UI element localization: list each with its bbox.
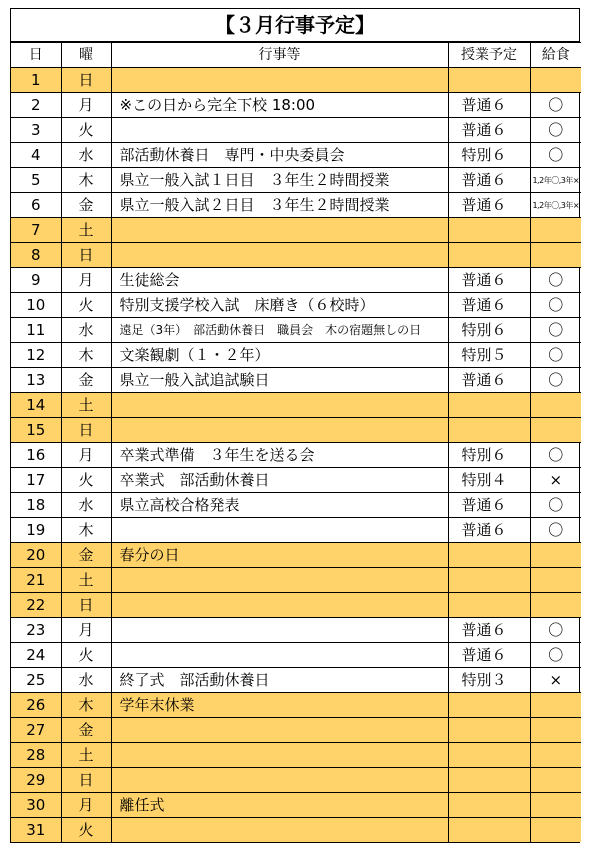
lesson-cell: 普通６ bbox=[448, 268, 530, 293]
day-cell: 31 bbox=[11, 818, 61, 843]
day-cell: 10 bbox=[11, 293, 61, 318]
day-cell: 15 bbox=[11, 418, 61, 443]
events-cell: 終了式 部活動休養日 bbox=[111, 668, 448, 693]
lesson-cell bbox=[448, 543, 530, 568]
events-cell: 特別支援学校入試 床磨き（６校時） bbox=[111, 293, 448, 318]
weekday-cell: 月 bbox=[61, 268, 111, 293]
lesson-cell bbox=[448, 693, 530, 718]
table-row bbox=[11, 543, 581, 568]
lesson-cell: 普通６ bbox=[448, 293, 530, 318]
table-row bbox=[11, 618, 581, 643]
lesson-cell: 普通６ bbox=[448, 168, 530, 193]
lesson-cell: 特別３ bbox=[448, 668, 530, 693]
table-row bbox=[11, 518, 581, 543]
weekday-cell: 日 bbox=[61, 68, 111, 93]
meal-cell bbox=[530, 793, 581, 818]
weekday-cell: 月 bbox=[61, 443, 111, 468]
lesson-cell: 特別６ bbox=[448, 143, 530, 168]
lesson-cell: 特別４ bbox=[448, 468, 530, 493]
events-cell: 学年末休業 bbox=[111, 693, 448, 718]
table-row bbox=[11, 668, 581, 693]
table-row bbox=[11, 118, 581, 143]
weekday-cell: 土 bbox=[61, 393, 111, 418]
meal-cell bbox=[530, 768, 581, 793]
weekday-cell: 木 bbox=[61, 518, 111, 543]
day-cell: 25 bbox=[11, 668, 61, 693]
header-lesson: 授業予定 bbox=[448, 43, 530, 68]
lesson-cell bbox=[448, 393, 530, 418]
day-cell: 24 bbox=[11, 643, 61, 668]
day-cell: 17 bbox=[11, 468, 61, 493]
weekday-cell: 日 bbox=[61, 593, 111, 618]
weekday-cell: 日 bbox=[61, 418, 111, 443]
day-cell: 6 bbox=[11, 193, 61, 218]
day-cell: 16 bbox=[11, 443, 61, 468]
lesson-cell: 普通６ bbox=[448, 118, 530, 143]
weekday-cell: 金 bbox=[61, 718, 111, 743]
weekday-cell: 月 bbox=[61, 93, 111, 118]
events-cell: 卒業式準備 ３年生を送る会 bbox=[111, 443, 448, 468]
weekday-cell: 火 bbox=[61, 643, 111, 668]
table-row bbox=[11, 368, 581, 393]
meal-cell: 〇 bbox=[530, 443, 581, 468]
meal-cell: 〇 bbox=[530, 368, 581, 393]
weekday-cell: 木 bbox=[61, 343, 111, 368]
day-cell: 12 bbox=[11, 343, 61, 368]
table-row bbox=[11, 218, 581, 243]
events-cell: 生徒総会 bbox=[111, 268, 448, 293]
day-cell: 1 bbox=[11, 68, 61, 93]
lesson-cell: 普通６ bbox=[448, 93, 530, 118]
day-cell: 7 bbox=[11, 218, 61, 243]
day-cell: 22 bbox=[11, 593, 61, 618]
day-cell: 9 bbox=[11, 268, 61, 293]
meal-cell bbox=[530, 543, 581, 568]
weekday-cell: 木 bbox=[61, 168, 111, 193]
day-cell: 18 bbox=[11, 493, 61, 518]
lesson-cell: 普通６ bbox=[448, 618, 530, 643]
weekday-cell: 火 bbox=[61, 818, 111, 843]
events-cell bbox=[111, 418, 448, 443]
weekday-cell: 日 bbox=[61, 243, 111, 268]
events-cell: 春分の日 bbox=[111, 543, 448, 568]
table-row bbox=[11, 793, 581, 818]
meal-cell: 〇 bbox=[530, 618, 581, 643]
meal-cell: 1,2年〇,3年× bbox=[530, 168, 581, 193]
table-row bbox=[11, 168, 581, 193]
lesson-cell: 普通６ bbox=[448, 643, 530, 668]
weekday-cell: 金 bbox=[61, 368, 111, 393]
events-cell bbox=[111, 818, 448, 843]
day-cell: 20 bbox=[11, 543, 61, 568]
table-row bbox=[11, 143, 581, 168]
weekday-cell: 土 bbox=[61, 568, 111, 593]
page-title: 【３月行事予定】 bbox=[11, 9, 579, 42]
events-cell bbox=[111, 593, 448, 618]
events-cell bbox=[111, 618, 448, 643]
header-row bbox=[11, 43, 581, 68]
weekday-cell: 金 bbox=[61, 543, 111, 568]
meal-cell: × bbox=[530, 468, 581, 493]
meal-cell bbox=[530, 68, 581, 93]
events-cell: 卒業式 部活動休養日 bbox=[111, 468, 448, 493]
table-row bbox=[11, 343, 581, 368]
table-row bbox=[11, 418, 581, 443]
day-cell: 14 bbox=[11, 393, 61, 418]
meal-cell: 〇 bbox=[530, 118, 581, 143]
schedule-sheet bbox=[10, 8, 580, 843]
day-cell: 26 bbox=[11, 693, 61, 718]
lesson-cell: 特別６ bbox=[448, 318, 530, 343]
lesson-cell: 特別６ bbox=[448, 443, 530, 468]
day-cell: 5 bbox=[11, 168, 61, 193]
table-row bbox=[11, 468, 581, 493]
weekday-cell: 土 bbox=[61, 218, 111, 243]
meal-cell: 〇 bbox=[530, 143, 581, 168]
weekday-cell: 水 bbox=[61, 493, 111, 518]
meal-cell bbox=[530, 693, 581, 718]
header-day: 日 bbox=[11, 43, 61, 68]
meal-cell: 1,2年〇,3年× bbox=[530, 193, 581, 218]
day-cell: 8 bbox=[11, 243, 61, 268]
events-cell bbox=[111, 218, 448, 243]
weekday-cell: 水 bbox=[61, 668, 111, 693]
lesson-cell bbox=[448, 593, 530, 618]
lesson-cell bbox=[448, 818, 530, 843]
meal-cell: 〇 bbox=[530, 93, 581, 118]
header-events: 行事等 bbox=[111, 43, 448, 68]
lesson-cell bbox=[448, 743, 530, 768]
meal-cell bbox=[530, 718, 581, 743]
lesson-cell bbox=[448, 793, 530, 818]
events-cell: 県立高校合格発表 bbox=[111, 493, 448, 518]
events-cell: 離任式 bbox=[111, 793, 448, 818]
lesson-cell bbox=[448, 768, 530, 793]
table-row bbox=[11, 493, 581, 518]
events-cell bbox=[111, 518, 448, 543]
events-cell bbox=[111, 243, 448, 268]
lesson-cell bbox=[448, 218, 530, 243]
meal-cell bbox=[530, 393, 581, 418]
table-row bbox=[11, 743, 581, 768]
table-row bbox=[11, 443, 581, 468]
schedule-table bbox=[11, 42, 581, 842]
table-row bbox=[11, 93, 581, 118]
table-row bbox=[11, 293, 581, 318]
events-cell bbox=[111, 768, 448, 793]
events-cell: 県立一般入試追試験日 bbox=[111, 368, 448, 393]
meal-cell bbox=[530, 818, 581, 843]
events-cell bbox=[111, 718, 448, 743]
lesson-cell bbox=[448, 718, 530, 743]
weekday-cell: 火 bbox=[61, 293, 111, 318]
lesson-cell bbox=[448, 568, 530, 593]
events-cell bbox=[111, 393, 448, 418]
weekday-cell: 水 bbox=[61, 318, 111, 343]
day-cell: 30 bbox=[11, 793, 61, 818]
table-row bbox=[11, 718, 581, 743]
lesson-cell: 普通６ bbox=[448, 518, 530, 543]
weekday-cell: 金 bbox=[61, 193, 111, 218]
weekday-cell: 日 bbox=[61, 768, 111, 793]
meal-cell bbox=[530, 418, 581, 443]
events-cell bbox=[111, 643, 448, 668]
weekday-cell: 木 bbox=[61, 693, 111, 718]
meal-cell bbox=[530, 568, 581, 593]
events-cell: ※この日から完全下校 18:00 bbox=[111, 93, 448, 118]
events-cell: 遠足（3年） 部活動休養日 職員会 木の宿題無しの日 bbox=[111, 318, 448, 343]
events-cell bbox=[111, 118, 448, 143]
events-cell bbox=[111, 743, 448, 768]
table-row bbox=[11, 693, 581, 718]
meal-cell: 〇 bbox=[530, 343, 581, 368]
table-row bbox=[11, 568, 581, 593]
day-cell: 23 bbox=[11, 618, 61, 643]
day-cell: 21 bbox=[11, 568, 61, 593]
meal-cell bbox=[530, 243, 581, 268]
table-row bbox=[11, 68, 581, 93]
lesson-cell: 特別５ bbox=[448, 343, 530, 368]
lesson-cell: 普通６ bbox=[448, 193, 530, 218]
day-cell: 2 bbox=[11, 93, 61, 118]
weekday-cell: 火 bbox=[61, 118, 111, 143]
meal-cell: 〇 bbox=[530, 268, 581, 293]
table-row bbox=[11, 643, 581, 668]
day-cell: 3 bbox=[11, 118, 61, 143]
meal-cell: 〇 bbox=[530, 518, 581, 543]
meal-cell bbox=[530, 218, 581, 243]
meal-cell: × bbox=[530, 668, 581, 693]
day-cell: 27 bbox=[11, 718, 61, 743]
meal-cell: 〇 bbox=[530, 643, 581, 668]
meal-cell bbox=[530, 743, 581, 768]
weekday-cell: 火 bbox=[61, 468, 111, 493]
table-row bbox=[11, 768, 581, 793]
weekday-cell: 月 bbox=[61, 793, 111, 818]
table-row bbox=[11, 318, 581, 343]
header-weekday: 曜 bbox=[61, 43, 111, 68]
weekday-cell: 月 bbox=[61, 618, 111, 643]
day-cell: 19 bbox=[11, 518, 61, 543]
table-row bbox=[11, 818, 581, 843]
lesson-cell bbox=[448, 418, 530, 443]
weekday-cell: 水 bbox=[61, 143, 111, 168]
table-row bbox=[11, 268, 581, 293]
table-row bbox=[11, 193, 581, 218]
table-row bbox=[11, 393, 581, 418]
day-cell: 29 bbox=[11, 768, 61, 793]
table-row bbox=[11, 593, 581, 618]
events-cell: 部活動休養日 専門・中央委員会 bbox=[111, 143, 448, 168]
events-cell bbox=[111, 568, 448, 593]
day-cell: 28 bbox=[11, 743, 61, 768]
events-cell: 文楽観劇（１・２年） bbox=[111, 343, 448, 368]
events-cell bbox=[111, 68, 448, 93]
meal-cell: 〇 bbox=[530, 493, 581, 518]
lesson-cell: 普通６ bbox=[448, 368, 530, 393]
meal-cell: 〇 bbox=[530, 318, 581, 343]
day-cell: 4 bbox=[11, 143, 61, 168]
day-cell: 13 bbox=[11, 368, 61, 393]
day-cell: 11 bbox=[11, 318, 61, 343]
table-row bbox=[11, 243, 581, 268]
meal-cell: 〇 bbox=[530, 293, 581, 318]
meal-cell bbox=[530, 593, 581, 618]
schedule-body bbox=[11, 68, 581, 843]
header-meal: 給食 bbox=[530, 43, 581, 68]
lesson-cell bbox=[448, 68, 530, 93]
events-cell: 県立一般入試１日目 ３年生２時間授業 bbox=[111, 168, 448, 193]
lesson-cell: 普通６ bbox=[448, 493, 530, 518]
events-cell: 県立一般入試２日目 ３年生２時間授業 bbox=[111, 193, 448, 218]
lesson-cell bbox=[448, 243, 530, 268]
weekday-cell: 土 bbox=[61, 743, 111, 768]
